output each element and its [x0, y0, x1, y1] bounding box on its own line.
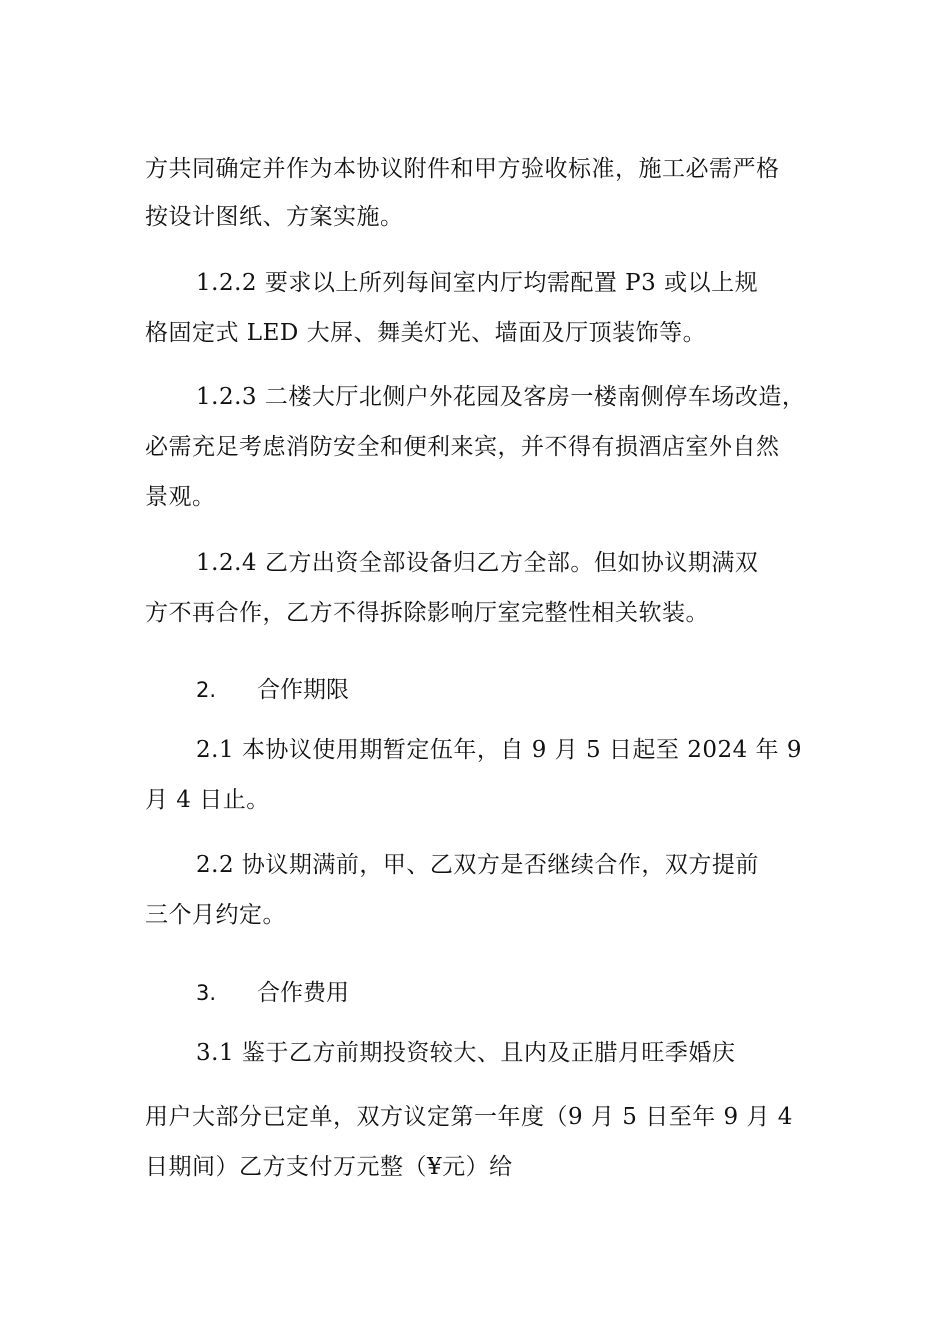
- paragraph-line: 按设计图纸、方案实施。: [145, 204, 404, 230]
- clause-3-1: 3.1 鉴于乙方前期投资较大、且内及正腊月旺季婚庆: [196, 1040, 736, 1066]
- section-3-title: 合作费用: [257, 980, 349, 1006]
- clause-1-2-3: 1.2.3 二楼大厅北侧户外花园及客房一楼南侧停车场改造，: [196, 384, 806, 410]
- section-2-title: 合作期限: [257, 677, 349, 703]
- section-3-number: 3.: [196, 981, 217, 1005]
- paragraph-line: 方不再合作，乙方不得拆除影响厅室完整性相关软装。: [145, 600, 709, 626]
- paragraph-line: 日期间）乙方支付万元整（¥元）给: [145, 1154, 513, 1180]
- clause-1-2-4: 1.2.4 乙方出资全部设备归乙方全部。但如协议期满双: [196, 550, 759, 576]
- clause-2-2: 2.2 协议期满前，甲、乙双方是否继续合作，双方提前: [196, 852, 759, 878]
- paragraph-line: 用户大部分已定单，双方议定第一年度（9 月 5 日至年 9 月 4: [145, 1104, 793, 1130]
- paragraph-line: 格固定式 LED 大屏、舞美灯光、墙面及厅顶装饰等。: [145, 320, 707, 346]
- paragraph-line: 方共同确定并作为本协议附件和甲方验收标准，施工必需严格: [145, 156, 780, 182]
- clause-1-2-2: 1.2.2 要求以上所列每间室内厅均需配置 P3 或以上规: [196, 270, 759, 296]
- paragraph-line: 三个月约定。: [145, 902, 286, 928]
- paragraph-line: 必需充足考虑消防安全和便利来宾，并不得有损酒店室外自然: [145, 434, 780, 460]
- paragraph-line: 景观。: [145, 484, 216, 510]
- paragraph-line: 月 4 日止。: [145, 787, 270, 813]
- section-2-number: 2.: [196, 678, 217, 702]
- clause-2-1: 2.1 本协议使用期暂定伍年，自 9 月 5 日起至 2024 年 9: [196, 737, 802, 763]
